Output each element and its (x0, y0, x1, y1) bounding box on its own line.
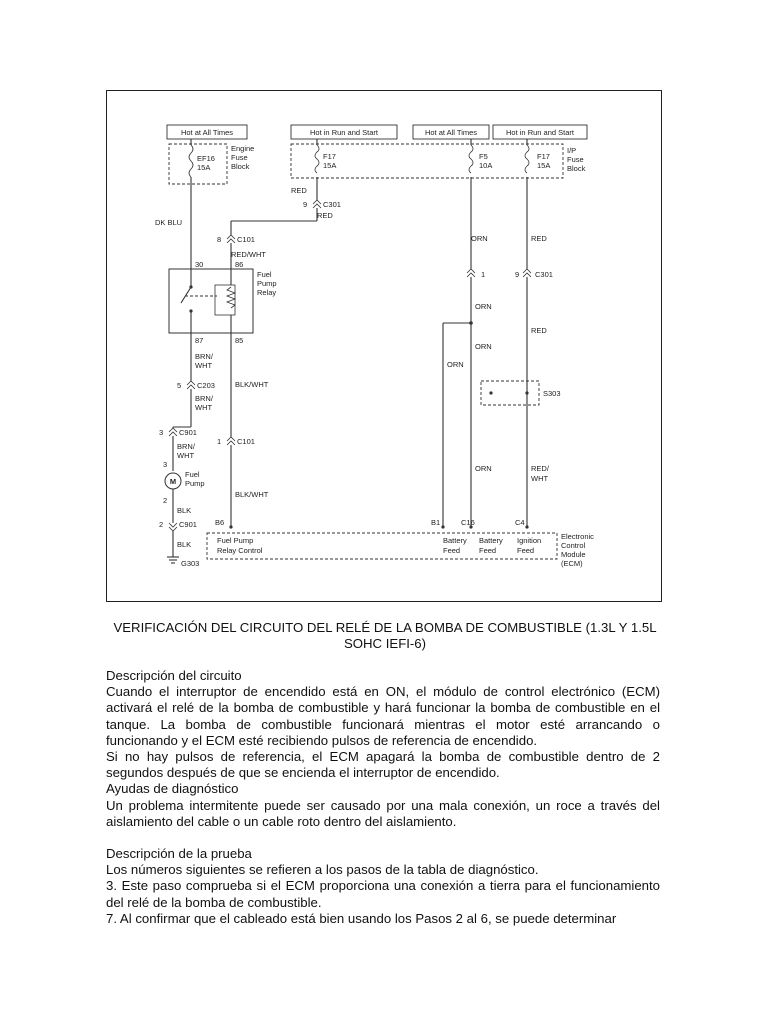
c901a-pin-label: 3 (159, 428, 164, 437)
red-wht-label: RED/WHT (231, 250, 266, 259)
pump-label-2: Pump (185, 479, 205, 488)
c101-label: C101 (237, 235, 255, 244)
orn-label-2: ORN (475, 302, 492, 311)
c4-label: C4 (515, 518, 525, 527)
pin87-label: 87 (195, 336, 204, 345)
f17b-amp-label: 15A (537, 161, 551, 170)
engine-fuse-block-label-1: Engine (231, 144, 255, 153)
relay-label-3: Relay (257, 288, 277, 297)
no-pulses-paragraph: Si no hay pulsos de referencia, el ECM apagará la bomba de combustible dentro de 2 segundos después de que se encienda el interruptor de encendido. (106, 749, 660, 781)
c203-label: C203 (197, 381, 215, 390)
battery-feed-label-2b: Feed (479, 546, 497, 555)
ignition-feed-label-a: Ignition (517, 536, 542, 545)
engine-fuse-block-label-3: Block (231, 162, 250, 171)
c301b-connector-9 (523, 269, 531, 273)
c301b-connector-1 (467, 269, 475, 273)
c301b-pin1-label: 1 (481, 270, 486, 279)
battery-feed-label-2a: Battery (479, 536, 503, 545)
orn-label-5: ORN (475, 464, 492, 473)
circuit-description-paragraph: Cuando el interruptor de encendido está en ON, el módulo de control electrónico (ECM) activará el relé de la bomba de combustible y hará funcionar la bomba de combustible en el tanque. La bomba de combustible funcionará mientras el motor esté arrancando o funcionando y el ECM esté recibiendo pulsos de referencia de encendido. (106, 684, 660, 748)
fpr-control-label-1: Fuel Pump (217, 536, 254, 545)
c301b-pin9-label: 9 (515, 270, 520, 279)
step7-paragraph: 7. Al confirmar que el cableado está bien usando los Pasos 2 al 6, se puede determinar (106, 910, 617, 926)
c301-label: C301 (323, 200, 341, 209)
f5-amp-label: 10A (479, 161, 493, 170)
pin85-label: 85 (235, 336, 244, 345)
ef16-amp-label: 15A (197, 163, 211, 172)
ecm-label-1: Electronic (561, 532, 594, 541)
c101b-connector (227, 437, 235, 441)
pin86-label: 86 (235, 260, 244, 269)
wiring-diagram-svg (107, 91, 663, 603)
c301b-label: C301 (535, 270, 553, 279)
brn-wht-label-2b: WHT (195, 403, 213, 412)
relay-label-2: Pump (257, 279, 277, 288)
ignition-feed-label-b: Feed (517, 546, 535, 555)
red-wht-label-2b: WHT (531, 474, 549, 483)
s303-label: S303 (543, 389, 561, 398)
battery-feed-label-1b: Feed (443, 546, 461, 555)
fpr-control-label-2: Relay Control (217, 546, 263, 555)
b6-label: B6 (215, 518, 225, 527)
pump-pin3-label: 3 (163, 460, 168, 469)
c901a-label: C901 (179, 428, 197, 437)
f17b-label: F17 (537, 152, 550, 161)
f17a-label: F17 (323, 152, 336, 161)
c101-pin-label: 8 (217, 235, 222, 244)
ecm-label-2: Control (561, 541, 586, 550)
red-label-2: RED (317, 211, 333, 220)
test-intro-paragraph: Los números siguientes se refieren a los pasos de la tabla de diagnóstico. (106, 862, 539, 878)
orn-label-4: ORN (447, 360, 464, 369)
blk-wht-label-1: BLK/WHT (235, 380, 269, 389)
circuit-description-heading: Descripción del circuito (106, 668, 242, 683)
blk-wht-label-2: BLK/WHT (235, 490, 269, 499)
ef16-label: EF16 (197, 154, 215, 163)
dk-blu-label: DK BLU (155, 218, 183, 227)
relay-label-1: Fuel (257, 270, 272, 279)
pin30-label: 30 (195, 260, 204, 269)
f5-fuse-symbol (469, 145, 473, 173)
ecm-label-4: (ECM) (561, 559, 583, 568)
brn-wht-label-2a: BRN/ (195, 394, 213, 403)
hot-all-times-label-2: Hot at All Times (424, 128, 478, 137)
c301-pin-label: 9 (303, 200, 308, 209)
c101-connector (227, 235, 235, 239)
pump-label-1: Fuel (185, 470, 200, 479)
brn-wht-label-3b: WHT (177, 451, 195, 460)
f5-label: F5 (479, 152, 488, 161)
c16-label: C16 (461, 518, 475, 527)
wiring-diagram (106, 90, 662, 602)
ip-fuse-label-3: Block (567, 164, 586, 173)
c301-connector-top (313, 200, 321, 204)
pump-pin2-label: 2 (163, 496, 168, 505)
f17b-fuse-symbol (525, 145, 529, 173)
c901b-label: C901 (179, 520, 197, 529)
g303-label: G303 (181, 559, 200, 568)
red-label-3: RED (531, 234, 547, 243)
f17a-fuse-symbol (315, 145, 319, 173)
c901b-connector (169, 523, 177, 527)
fuel-pump-relay-box (169, 269, 253, 333)
c101b-pin-label: 1 (217, 437, 222, 446)
c203-pin-label: 5 (177, 381, 182, 390)
orn-label-1: ORN (471, 234, 488, 243)
test-description-heading: Descripción de la prueba (106, 846, 252, 862)
brn-wht-label-1a: BRN/ (195, 352, 213, 361)
c901b-pin-label: 2 (159, 520, 164, 529)
diagnostic-aids-heading: Ayudas de diagnóstico (106, 781, 239, 797)
ip-fuse-label-2: Fuse (567, 155, 584, 164)
ecm-label-3: Module (561, 550, 586, 559)
c901a-connector (169, 428, 177, 432)
ef16-fuse-symbol (189, 145, 193, 177)
c101b-label: C101 (237, 437, 255, 446)
ip-fuse-label-1: I/P (567, 146, 577, 155)
hot-run-start-label-2: Hot in Run and Start (506, 128, 574, 137)
diagram-caption: VERIFICACIÓN DEL CIRCUITO DEL RELÉ DE LA BOMBA DE COMBUSTIBLE (1.3L Y 1.5L SOHC IEFI-6) (113, 620, 657, 651)
f17a-amp-label: 15A (323, 161, 337, 170)
pump-motor-letter: M (169, 477, 177, 486)
brn-wht-label-3a: BRN/ (177, 442, 195, 451)
step3-paragraph: 3. Este paso comprueba si el ECM proporciona una conexión a tierra para el funcionamiento del relé de la bomba de combustible. (106, 878, 660, 910)
engine-fuse-block-label-2: Fuse (231, 153, 248, 162)
red-label-1: RED (291, 186, 307, 195)
c203-connector (187, 381, 195, 385)
orn-label-3: ORN (475, 342, 492, 351)
diagnostic-aids-paragraph: Un problema intermitente puede ser causado por una mala conexión, un roce a través del aislamiento del cable o un cable roto dentro del aislamiento. (106, 797, 660, 829)
red-label-4: RED (531, 326, 547, 335)
brn-wht-label-1b: WHT (195, 361, 213, 370)
hot-run-start-label-1: Hot in Run and Start (310, 128, 378, 137)
b1-label: B1 (431, 518, 441, 527)
blk-label-2: BLK (177, 540, 192, 549)
red-wht-label-2a: RED/ (531, 464, 549, 473)
document-body (106, 668, 660, 927)
blk-label-1: BLK (177, 506, 192, 515)
battery-feed-label-1a: Battery (443, 536, 467, 545)
paragraph-gap (106, 830, 660, 846)
hot-all-times-label-1: Hot at All Times (180, 128, 234, 137)
